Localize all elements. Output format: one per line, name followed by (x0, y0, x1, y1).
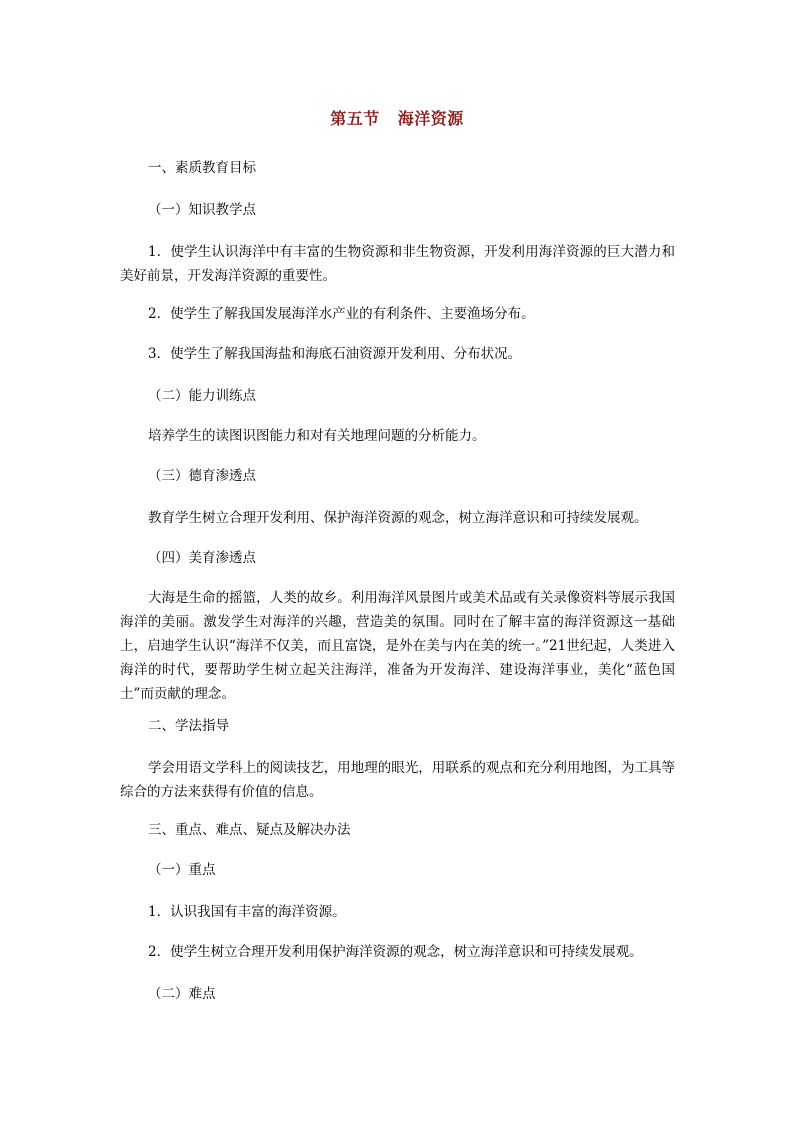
section-1-2-heading: （二）能力训练点 (148, 388, 256, 404)
section-2-text: 学会用语文学科上的阅读技艺，用地理的眼光，用联系的观点和充分利用地图，为工具等综合的方法来获得有价值的信息。 (120, 760, 675, 800)
section-3-1-item-2: 2．使学生树立合理开发利用保护海洋资源的观念，树立海洋意识和可持续发展观。 (148, 944, 643, 960)
section-1-1-heading: （一）知识教学点 (148, 202, 256, 218)
section-3-heading: 三、重点、难点、疑点及解决办法 (148, 822, 351, 838)
section-1-1-item-2: 2．使学生了解我国发展海洋水产业的有利条件、主要渔场分布。 (148, 306, 535, 322)
section-3-2-heading: （二）难点 (148, 986, 216, 1002)
section-1-1-item-1: 1．使学生认识海洋中有丰富的生物资源和非生物资源，开发利用海洋资源的巨大潜力和美好前景，开发海洋资源的重要性。 (120, 244, 675, 284)
section-1-3-text: 教育学生树立合理开发利用、保护海洋资源的观念，树立海洋意识和可持续发展观。 (148, 510, 648, 526)
section-3-1-item-1: 1．认识我国有丰富的海洋资源。 (148, 904, 346, 920)
section-1-heading: 一、素质教育目标 (148, 160, 256, 176)
title-text: 海洋资源 (397, 109, 464, 128)
section-1-3-heading: （三）德育渗透点 (148, 468, 256, 484)
section-1-4-heading: （四）美育渗透点 (148, 550, 256, 566)
title-section-number: 第五节 (330, 109, 380, 128)
section-3-1-heading: （一）重点 (148, 862, 216, 878)
section-1-2-text: 培养学生的读图识图能力和对有关地理问题的分析能力。 (148, 428, 486, 444)
section-1-4-text: 大海是生命的摇篮，人类的故乡。利用海洋风景图片或美术品或有关录像资料等展示我国海洋的美丽。激发学生对海洋的兴趣，营造美的氛围。同时在了解丰富的海洋资源这一基础上，启迪学生认识“海洋不仅美，而且富饶，是外在美与内在美的统一。”21世纪起，人类进入海洋的时代，要帮助学生树立起关注海洋，准备为开发海洋、建设海洋事业，美化“蓝色国土”而贡献的理念。 (120, 590, 675, 702)
section-2-heading: 二、学法指导 (148, 718, 229, 734)
document-title (0, 106, 794, 129)
section-1-1-item-3: 3．使学生了解我国海盐和海底石油资源开发利用、分布状况。 (148, 346, 522, 362)
